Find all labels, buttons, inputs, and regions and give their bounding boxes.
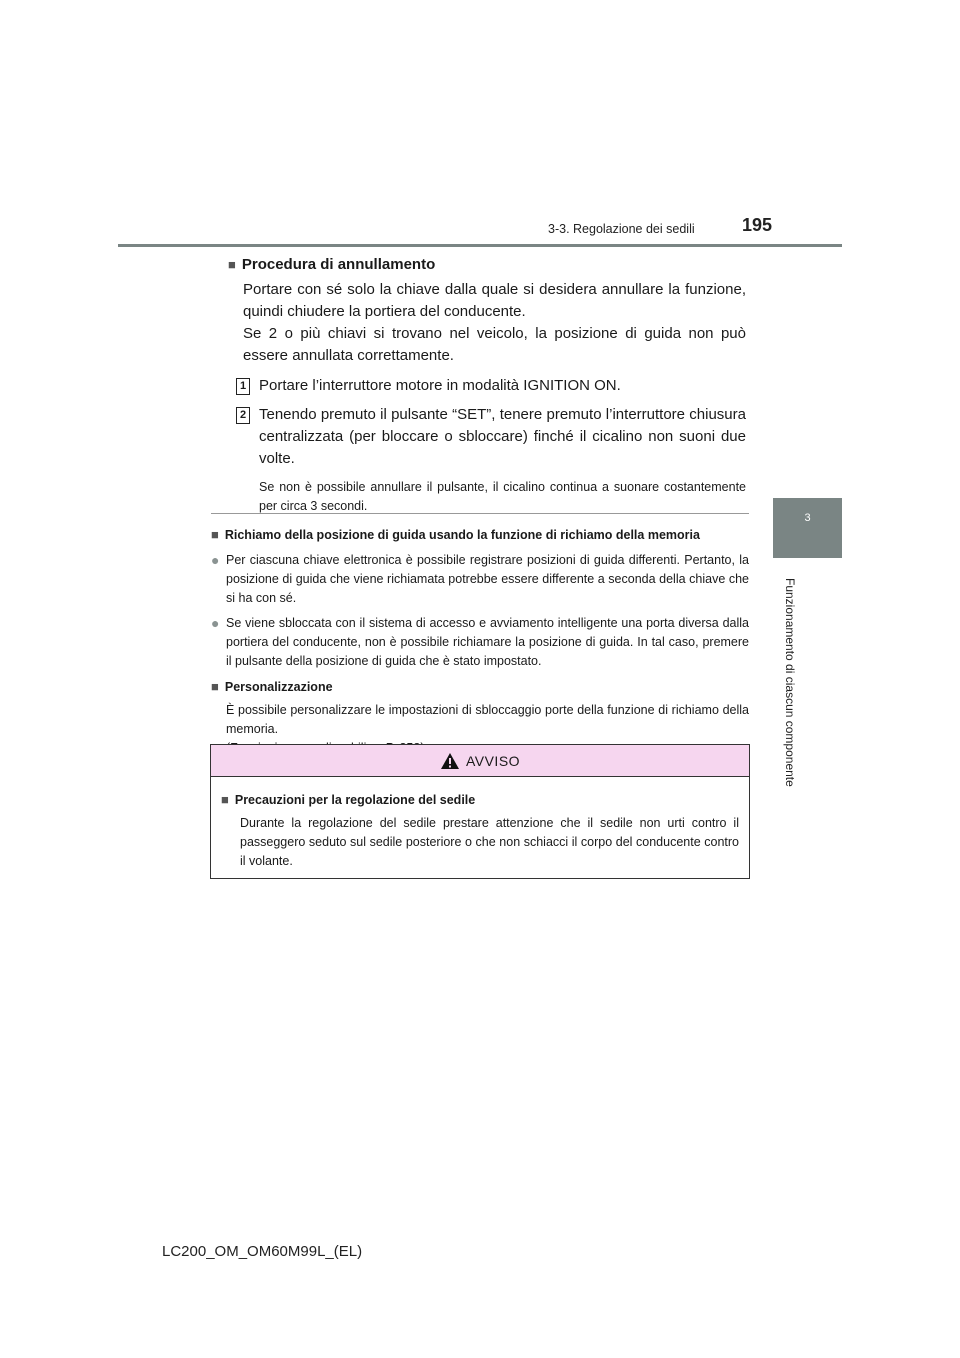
warning-body <box>211 777 749 871</box>
list-item-text: Se viene sbloccata con il sistema di accesso e avviamento intelligente una porta diversa dalla portiera del conducente, non è possibile richiamare la posizione di guida. In tal caso, premere il pulsante della posizione di guida che è stato impostato. <box>226 616 749 668</box>
section-heading <box>228 256 746 273</box>
list-item <box>211 614 749 671</box>
page-number: 195 <box>742 215 773 235</box>
warning-heading <box>221 790 739 810</box>
note-heading-text: Richiamo della posizione di guida usando la funzione di richiamo della memoria <box>224 528 700 542</box>
paragraph: Portare con sé solo la chiave dalla quale si desidera annullare la funzione, quindi chiudere la portiera del conducente. <box>243 281 746 320</box>
header-rule <box>118 244 842 247</box>
circle-bullet-icon: ● <box>211 552 220 568</box>
square-bullet-icon: ■ <box>228 257 236 272</box>
section-divider <box>211 513 749 514</box>
note-heading-text: Personalizzazione <box>224 680 333 694</box>
list-item-text: Per ciascuna chiave elettronica è possibile registrare posizioni di guida differenti. Pertanto, la posizione di guida che viene richiamata potrebbe essere differente a seconda della chiave che si ha con sé. <box>226 553 749 605</box>
header-section-title: 3-3. Regolazione dei sedili <box>548 222 695 236</box>
paragraph: Se 2 o più chiavi si trovano nel veicolo, la posizione di guida non può essere annullata correttamente. <box>243 325 746 364</box>
section-heading-text: Procedura di annullamento <box>241 256 436 273</box>
document-code: LC200_OM_OM60M99L_(EL) <box>162 1243 363 1260</box>
warning-triangle-icon <box>440 752 460 770</box>
square-bullet-icon: ■ <box>211 679 219 694</box>
step-number: 2 <box>236 407 250 424</box>
chapter-title: Funzionamento di ciascun componente <box>783 578 797 787</box>
square-bullet-icon: ■ <box>211 527 219 542</box>
note-heading-recall <box>211 525 749 545</box>
step-text: Portare l’interruttore motore in modalità IGNITION ON. <box>259 377 621 394</box>
chapter-number: 3 <box>804 512 811 524</box>
step-note: Se non è possibile annullare il pulsante, il cicalino continua a suonare costantemente per circa 3 secondi. <box>259 480 746 513</box>
note-heading-custom <box>211 677 749 697</box>
circle-bullet-icon: ● <box>211 615 220 631</box>
square-bullet-icon: ■ <box>221 792 229 807</box>
warning-text: Durante la regolazione del sedile prestare attenzione che il sedile non urti contro il passeggero seduto sul sedile posteriore o che non schiacci il corpo del conducente contro il volante. <box>240 816 739 868</box>
step-item <box>228 404 746 470</box>
warning-header <box>211 745 749 777</box>
chapter-tab <box>773 498 842 558</box>
list-item <box>211 551 749 608</box>
warning-title: AVVISO <box>465 752 521 769</box>
step-item <box>228 375 746 397</box>
warning-box <box>210 744 750 879</box>
step-number: 1 <box>236 378 250 395</box>
notes-section <box>211 521 749 758</box>
note-paragraph: È possibile personalizzare le impostazioni di sbloccaggio porte della funzione di richiamo della memoria. <box>226 703 749 736</box>
step-text: Tenendo premuto il pulsante “SET”, tenere premuto l’interruttore chiusura centralizzata (per bloccare o sbloccare) finché il cicalino non suoni due volte. <box>259 406 746 467</box>
warning-heading-text: Precauzioni per la regolazione del sedile <box>234 793 476 807</box>
main-content <box>228 252 746 516</box>
